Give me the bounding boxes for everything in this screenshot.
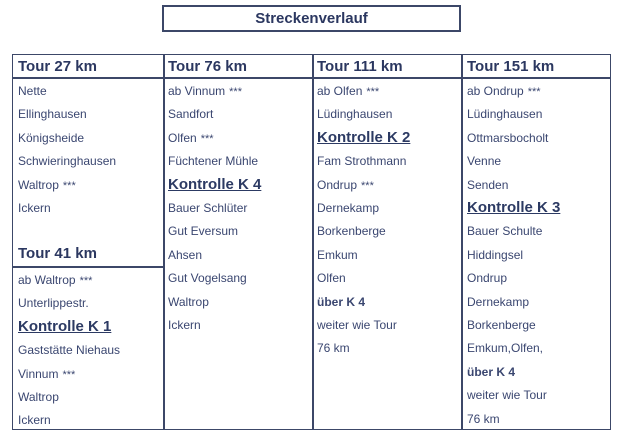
route-stop (467, 131, 548, 146)
route-stop (467, 412, 500, 427)
route-stop-name: Ickern (18, 201, 51, 215)
stars-marker: *** (200, 132, 214, 145)
route-stop (467, 154, 501, 169)
route-stop-name: Sandfort (168, 107, 214, 122)
route-stop (18, 367, 75, 383)
route-stop-name: Lüdinghausen (317, 107, 393, 122)
route-stop (467, 107, 542, 122)
route-stop (168, 318, 201, 333)
route-stop (168, 224, 238, 239)
route-stop (467, 224, 542, 239)
checkpoint-label: Kontrolle K 4 (168, 175, 262, 193)
route-stop-name: Waltrop (18, 390, 59, 404)
route-stop-name: Vinnum (18, 366, 59, 381)
stars-marker: *** (79, 275, 93, 287)
route-stop-name: Ahsen (168, 247, 203, 262)
route-stop (467, 388, 547, 403)
header-underline (12, 77, 611, 79)
route-stop (18, 413, 51, 428)
route-stop-name: 76 km (317, 341, 350, 356)
route-stop (317, 84, 379, 100)
stars-marker: *** (229, 86, 242, 98)
route-stop (317, 295, 365, 310)
route-stop-name: ab Ondrup (467, 84, 524, 98)
route-stop-name: über K 4 (317, 294, 366, 309)
route-stop-name: Ickern (18, 413, 51, 428)
tour-heading: Tour 111 km (317, 58, 403, 75)
route-stop-name: Ickern (168, 318, 201, 332)
subheader-divider (12, 266, 163, 268)
route-stop-name: Gaststätte Niehaus (18, 343, 121, 358)
route-stop-name: 76 km (467, 411, 500, 426)
route-stop (168, 84, 242, 100)
column-divider (163, 54, 165, 430)
route-stop-name: Gut Eversum (168, 224, 239, 239)
route-stop (18, 390, 59, 405)
route-stop-name: Emkum,Olfen, (467, 341, 544, 356)
stars-marker: *** (62, 179, 76, 192)
tour-heading: Tour 76 km (168, 58, 247, 75)
route-stop (18, 107, 87, 122)
route-stop-name: Schwieringhausen (18, 154, 117, 169)
route-stop (467, 318, 536, 333)
route-stop-name: Waltrop (18, 177, 59, 192)
route-stop-name: Ondrup (317, 177, 358, 192)
route-stop-name: Unterlippestr. (18, 296, 89, 311)
route-stop-name: ab Waltrop (18, 273, 76, 287)
tour-heading: Tour 41 km (18, 245, 97, 262)
route-stop-name: Fam Strothmann (317, 154, 407, 169)
route-stop-name: Füchtener Mühle (168, 154, 259, 169)
route-stop (168, 271, 247, 286)
route-stop-name: Ellinghausen (18, 107, 87, 122)
route-stop-name: ab Olfen (317, 84, 363, 98)
route-stop-name: Dernekamp (467, 294, 530, 309)
route-stop (317, 341, 350, 356)
tour-heading: Tour 27 km (18, 58, 97, 75)
checkpoint-label: Kontrolle K 3 (467, 199, 561, 216)
route-stop (317, 248, 358, 263)
route-stop (467, 248, 523, 263)
route-stop-name: Borkenberge (467, 318, 536, 332)
route-stop (168, 295, 209, 310)
route-stop-name: über K 4 (467, 364, 516, 379)
route-stop (317, 201, 379, 216)
route-stop-name: Borkenberge (317, 224, 386, 239)
route-stop-name: Bauer Schulte (467, 224, 543, 239)
stars-marker: *** (361, 179, 374, 192)
route-stop-name: Venne (467, 154, 502, 169)
route-stop (168, 154, 258, 169)
route-stop (168, 248, 202, 263)
route-stop-name: Nette (18, 84, 47, 98)
route-stop-name: Lüdinghausen (467, 107, 543, 122)
route-stop (467, 84, 541, 100)
stars-marker: *** (366, 86, 380, 98)
route-stop-name: Hiddingsel (467, 247, 524, 262)
checkpoint-label: Kontrolle K 2 (317, 128, 411, 146)
route-stop-name: Gut Vogelsang (168, 271, 247, 286)
route-stop (18, 178, 76, 194)
route-stop (317, 224, 386, 239)
route-stop (18, 343, 120, 358)
column-divider (312, 54, 314, 430)
route-stop-name: Senden (467, 177, 509, 192)
stars-marker: *** (527, 86, 541, 98)
route-stop (317, 271, 346, 286)
route-stop-name: weiter wie Tour (317, 318, 397, 332)
route-stop (168, 107, 213, 122)
route-stop (18, 84, 47, 99)
route-stop-name: Ottmarsbocholt (467, 130, 549, 145)
route-stop (18, 131, 84, 146)
page-title: Streckenverlauf (162, 5, 461, 32)
checkpoint-label: Kontrolle K 1 (18, 317, 112, 335)
route-stop-name: Emkum (317, 247, 358, 262)
route-stop (18, 273, 92, 289)
route-stop (467, 271, 507, 286)
route-stop-name: Bauer Schlüter (168, 201, 248, 215)
tour-heading: Tour 151 km (467, 58, 555, 75)
route-stop-name: Dernekamp (317, 201, 380, 215)
route-stop (467, 365, 515, 380)
stars-marker: *** (62, 368, 76, 381)
route-stop (317, 107, 392, 122)
route-stop-name: Königsheide (18, 130, 85, 145)
route-stop (168, 131, 214, 147)
route-stop (317, 318, 397, 333)
route-stop-name: ab Vinnum (168, 84, 226, 98)
route-stop (467, 178, 508, 193)
route-stop (168, 201, 247, 216)
route-stop-name: Olfen (168, 130, 197, 145)
route-stop (18, 201, 51, 216)
route-stop (467, 295, 529, 310)
route-stop (317, 178, 374, 194)
route-stop (467, 341, 543, 356)
route-stop (18, 296, 89, 311)
route-stop-name: Waltrop (168, 294, 209, 309)
route-stop (18, 154, 116, 169)
route-stop-name: weiter wie Tour (467, 388, 547, 403)
route-stop-name: Ondrup (467, 271, 508, 286)
column-divider (461, 54, 463, 430)
route-stop (317, 154, 406, 169)
route-stop-name: Olfen (317, 271, 346, 286)
